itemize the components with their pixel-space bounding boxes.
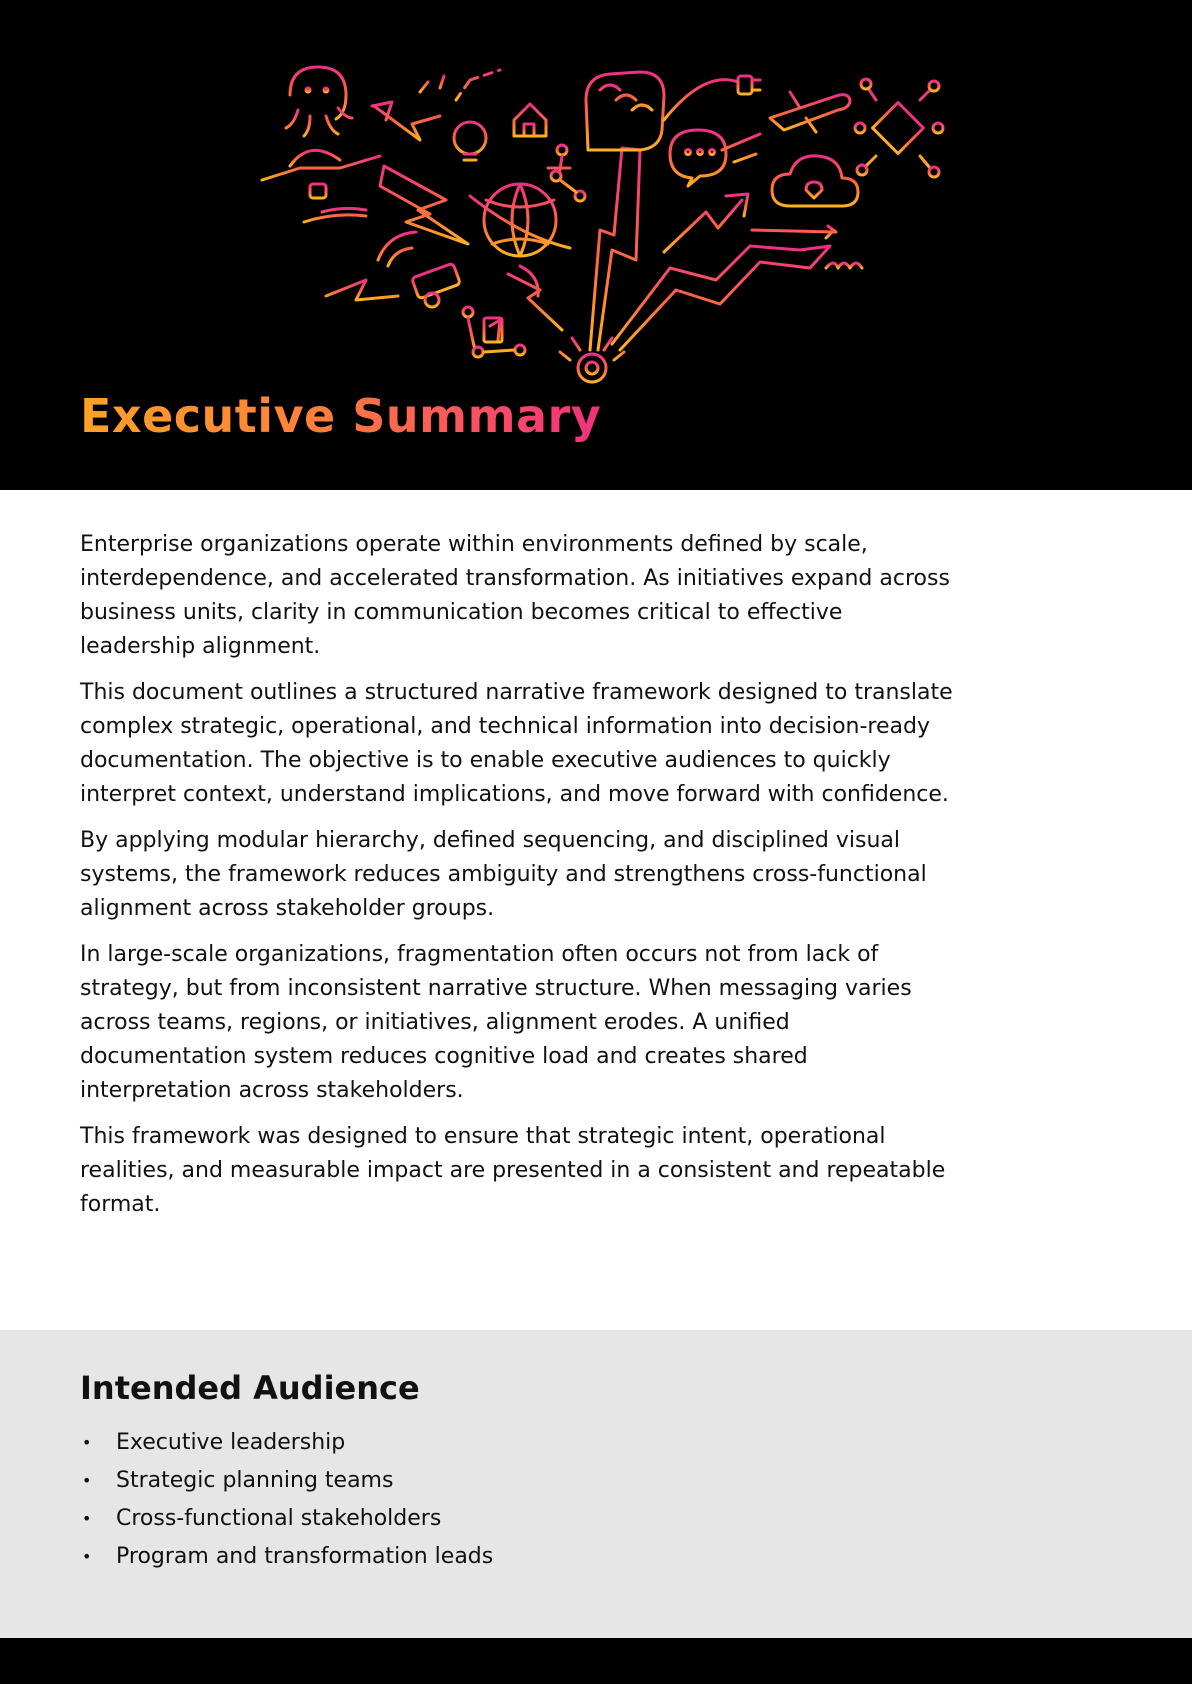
footer-bar bbox=[0, 1638, 1192, 1684]
cloud-icon bbox=[772, 156, 858, 206]
bullet-icon: • bbox=[82, 1471, 92, 1490]
plug-icon bbox=[664, 76, 760, 120]
circuit-icon bbox=[855, 79, 943, 177]
page-title: Executive Summary bbox=[80, 386, 601, 446]
list-item-label: Strategic planning teams bbox=[116, 1468, 394, 1493]
summary-paragraph: This framework was designed to ensure that strategic intent, operational realities, and measurable impact are presented in a consistent and repeatable format. bbox=[80, 1124, 946, 1217]
house-icon bbox=[502, 70, 546, 136]
list-item bbox=[80, 1424, 493, 1462]
rocket-icon bbox=[508, 266, 562, 330]
trend-arrow-icon bbox=[664, 194, 748, 252]
summary-paragraph: This document outlines a structured narrative framework designed to translate complex strategic, operational, and technical information into decision-ready documentation. The objective is to enable executive audiences to quickly interpret context, understand implications, and move forward with confidence. bbox=[80, 680, 953, 807]
octopus-icon bbox=[286, 67, 352, 136]
drone-icon bbox=[262, 150, 380, 198]
bullet-icon: • bbox=[82, 1433, 92, 1452]
audience-heading: Intended Audience bbox=[80, 1369, 420, 1407]
list-item-label: Cross-functional stakeholders bbox=[116, 1506, 442, 1531]
summary-paragraph: Enterprise organizations operate within environments defined by scale, interdependence, and accelerated transformation. As initiatives expand across business units, clarity in communication becomes critical to effective leadership alignment. bbox=[80, 532, 950, 659]
summary-paragraph: By applying modular hierarchy, defined sequencing, and disciplined visual systems, the framework reduces ambiguity and strengthens cross-functional alignment across stakeholder groups. bbox=[80, 828, 927, 921]
lightbulb-icon bbox=[454, 70, 500, 160]
fist-icon bbox=[586, 72, 664, 150]
hero-banner bbox=[0, 0, 1192, 490]
bullet-icon: • bbox=[82, 1547, 92, 1566]
lightning-icon bbox=[612, 246, 830, 350]
globe-icon bbox=[470, 184, 570, 256]
intended-audience-section bbox=[0, 1330, 1192, 1638]
lightning-icon bbox=[326, 280, 398, 300]
list-item-label: Executive leadership bbox=[116, 1430, 346, 1455]
list-item bbox=[80, 1462, 493, 1500]
airplane-icon bbox=[722, 92, 850, 162]
circuit-icon bbox=[548, 145, 585, 201]
summary-body bbox=[80, 528, 960, 1234]
audience-list bbox=[80, 1424, 493, 1576]
bullet-icon: • bbox=[82, 1509, 92, 1528]
idea-burst-illustration bbox=[0, 0, 1192, 400]
list-item bbox=[80, 1538, 493, 1576]
chat-bubble-icon bbox=[670, 130, 726, 186]
lightning-icon bbox=[590, 148, 640, 350]
trend-arrow-icon bbox=[372, 102, 440, 140]
lightning-icon bbox=[380, 166, 468, 244]
list-item bbox=[80, 1500, 493, 1538]
network-icon bbox=[463, 307, 525, 357]
target-icon bbox=[560, 338, 624, 382]
summary-paragraph: In large-scale organizations, fragmentation often occurs not from lack of strategy, but from inconsistent narrative structure. When messaging varies across teams, regions, or initiatives, alignment erodes. A unified documentation system reduces cognitive load and creates shared interpretation across stakeholders. bbox=[80, 942, 912, 1103]
list-item-label: Program and transformation leads bbox=[116, 1544, 494, 1569]
